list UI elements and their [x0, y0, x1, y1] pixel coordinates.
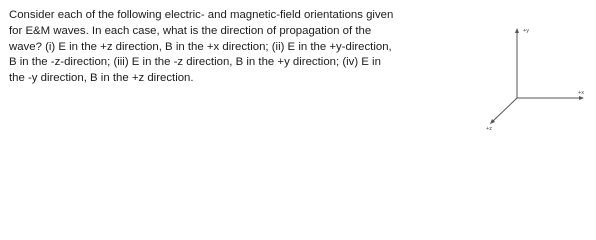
y-axis-arrowhead — [515, 28, 519, 33]
z-axis-line — [492, 98, 517, 122]
axes-svg — [470, 26, 590, 130]
coordinate-axes-diagram — [470, 26, 590, 130]
question-line: the -y direction, B in the +z direction. — [9, 72, 194, 85]
z-axis-label: +z — [486, 126, 492, 132]
question-text — [9, 8, 461, 87]
x-axis-arrowhead — [579, 96, 584, 100]
y-axis-label: +y — [523, 28, 529, 34]
question-line: Consider each of the following electric- and magnetic-field orientations given — [9, 9, 394, 21]
question-line: for E&M waves. In each case, what is the direction of propagation of the — [9, 24, 372, 37]
question-line: wave? (i) E in the +z direction, B in the +x direction; (ii) E in the +y-direction, — [9, 40, 392, 53]
question-line: B in the -z-direction; (iii) E in the -z direction, B in the +y direction; (iv) E in — [9, 56, 381, 69]
x-axis-label: +x — [578, 90, 584, 96]
